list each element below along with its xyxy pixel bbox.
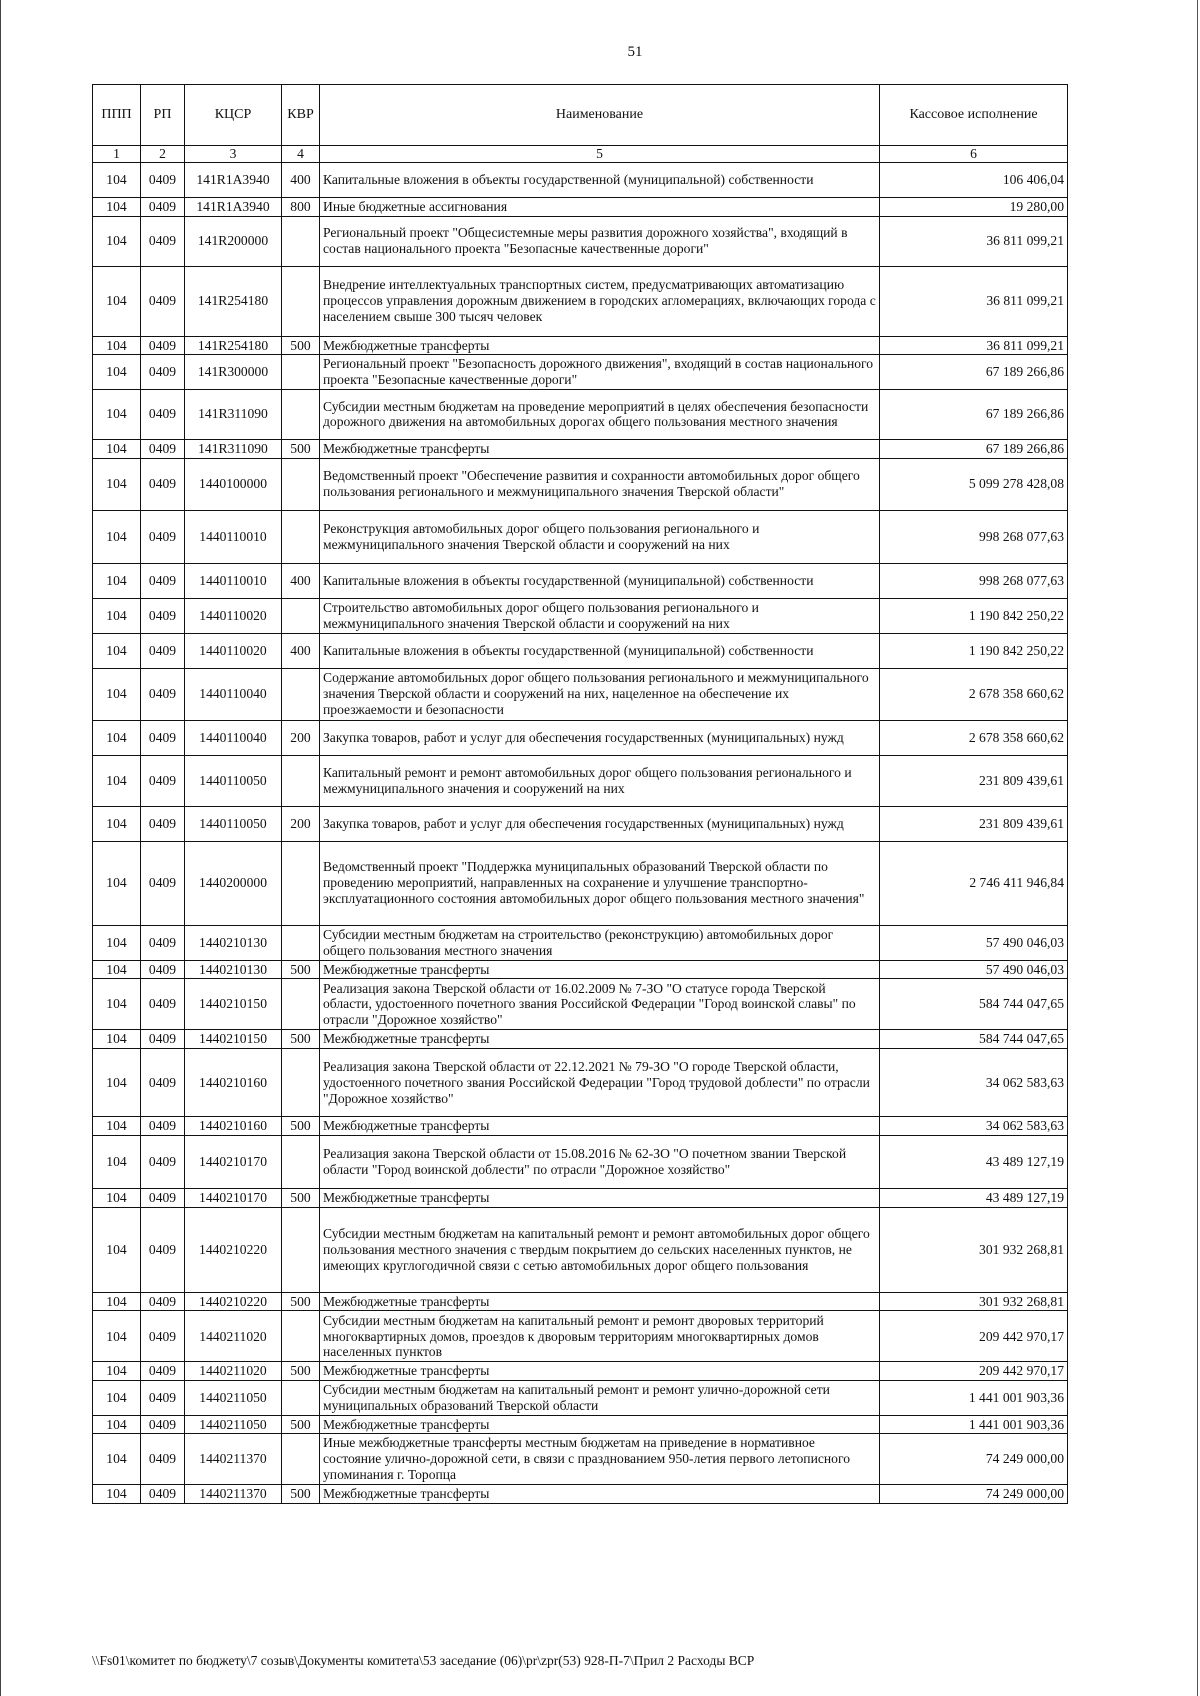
cell-rp: 0409 xyxy=(141,755,185,806)
cell-name: Реализация закона Тверской области от 22.12.2021 № 79-ЗО "О городе Тверской области, удостоенного почетного звания Российской Федерации "Город трудовой доблести" по отрасли "Дорожное хозяйство" xyxy=(320,1049,880,1117)
cell-kcsr: 1440110050 xyxy=(185,806,282,841)
cell-rp: 0409 xyxy=(141,633,185,668)
cell-rp: 0409 xyxy=(141,216,185,266)
cell-kcsr: 1440210130 xyxy=(185,960,282,979)
cell-ppp: 104 xyxy=(93,979,141,1030)
table-row xyxy=(93,510,1068,563)
cell-amount: 43 489 127,19 xyxy=(880,1135,1068,1188)
cell-kvr xyxy=(282,668,320,720)
cell-amount: 43 489 127,19 xyxy=(880,1188,1068,1207)
cell-kcsr: 1440200000 xyxy=(185,841,282,925)
cell-amount: 584 744 047,65 xyxy=(880,1030,1068,1049)
cell-name: Закупка товаров, работ и услуг для обеспечения государственных (муниципальных) нужд xyxy=(320,720,880,755)
cell-kcsr: 1440211050 xyxy=(185,1415,282,1434)
cell-amount: 231 809 439,61 xyxy=(880,806,1068,841)
cell-amount: 74 249 000,00 xyxy=(880,1434,1068,1484)
cell-amount: 2 678 358 660,62 xyxy=(880,668,1068,720)
cell-kvr: 500 xyxy=(282,336,320,355)
cell-kcsr: 1440210160 xyxy=(185,1117,282,1136)
cell-kvr xyxy=(282,1434,320,1484)
cell-kcsr: 1440210150 xyxy=(185,979,282,1030)
cell-kvr: 200 xyxy=(282,720,320,755)
cell-ppp: 104 xyxy=(93,389,141,439)
cell-amount: 36 811 099,21 xyxy=(880,266,1068,336)
cell-kcsr: 1440211020 xyxy=(185,1311,282,1362)
cell-rp: 0409 xyxy=(141,598,185,633)
cell-name: Межбюджетные трансферты xyxy=(320,336,880,355)
cell-amount: 1 190 842 250,22 xyxy=(880,633,1068,668)
cell-ppp: 104 xyxy=(93,563,141,598)
cell-kvr: 400 xyxy=(282,633,320,668)
page-edge-right xyxy=(1197,0,1198,1696)
cell-name: Региональный проект "Общесистемные меры развития дорожного хозяйства", входящий в состав национального проекта "Безопасные качественные дороги" xyxy=(320,216,880,266)
cell-name: Капитальные вложения в объекты государственной (муниципальной) собственности xyxy=(320,162,880,197)
cell-kcsr: 1440100000 xyxy=(185,458,282,510)
column-number: 6 xyxy=(880,146,1068,163)
cell-name: Капитальные вложения в объекты государственной (муниципальной) собственности xyxy=(320,563,880,598)
cell-amount: 1 441 001 903,36 xyxy=(880,1415,1068,1434)
column-header-name: Наименование xyxy=(320,85,880,146)
table-row xyxy=(93,720,1068,755)
cell-kvr xyxy=(282,598,320,633)
cell-kcsr: 1440210170 xyxy=(185,1188,282,1207)
table-row xyxy=(93,1381,1068,1416)
cell-kvr: 400 xyxy=(282,563,320,598)
table-row xyxy=(93,1362,1068,1381)
cell-ppp: 104 xyxy=(93,216,141,266)
cell-kcsr: 1440211370 xyxy=(185,1484,282,1503)
cell-amount: 1 441 001 903,36 xyxy=(880,1381,1068,1416)
cell-rp: 0409 xyxy=(141,266,185,336)
cell-rp: 0409 xyxy=(141,1135,185,1188)
cell-ppp: 104 xyxy=(93,1311,141,1362)
cell-kvr xyxy=(282,389,320,439)
table-row xyxy=(93,1484,1068,1503)
cell-rp: 0409 xyxy=(141,1049,185,1117)
cell-amount: 5 099 278 428,08 xyxy=(880,458,1068,510)
cell-rp: 0409 xyxy=(141,458,185,510)
cell-rp: 0409 xyxy=(141,1117,185,1136)
table-row xyxy=(93,1311,1068,1362)
cell-kcsr: 1440210160 xyxy=(185,1049,282,1117)
cell-rp: 0409 xyxy=(141,510,185,563)
cell-kvr: 500 xyxy=(282,1188,320,1207)
cell-name: Ведомственный проект "Обеспечение развития и сохранности автомобильных дорог общего пользования регионального и межмуниципального значения Тверской области" xyxy=(320,458,880,510)
cell-ppp: 104 xyxy=(93,1030,141,1049)
cell-kcsr: 1440110010 xyxy=(185,563,282,598)
cell-ppp: 104 xyxy=(93,633,141,668)
cell-rp: 0409 xyxy=(141,355,185,390)
table-row xyxy=(93,389,1068,439)
cell-name: Межбюджетные трансферты xyxy=(320,1415,880,1434)
cell-amount: 34 062 583,63 xyxy=(880,1049,1068,1117)
table-row xyxy=(93,755,1068,806)
cell-ppp: 104 xyxy=(93,598,141,633)
column-number: 2 xyxy=(141,146,185,163)
column-header-ppp: ППП xyxy=(93,85,141,146)
table-row xyxy=(93,1049,1068,1117)
cell-kcsr: 141R1A3940 xyxy=(185,162,282,197)
cell-name: Межбюджетные трансферты xyxy=(320,1484,880,1503)
cell-kcsr: 1440210130 xyxy=(185,925,282,960)
cell-name: Реконструкция автомобильных дорог общего пользования регионального и межмуниципального значения Тверской области и сооружений на них xyxy=(320,510,880,563)
cell-rp: 0409 xyxy=(141,1311,185,1362)
cell-kcsr: 1440110050 xyxy=(185,755,282,806)
cell-rp: 0409 xyxy=(141,668,185,720)
cell-kvr xyxy=(282,1207,320,1292)
cell-kvr xyxy=(282,266,320,336)
cell-kvr xyxy=(282,510,320,563)
header-row xyxy=(93,85,1068,146)
cell-ppp: 104 xyxy=(93,806,141,841)
cell-rp: 0409 xyxy=(141,197,185,216)
cell-ppp: 104 xyxy=(93,1362,141,1381)
cell-name: Содержание автомобильных дорог общего пользования регионального и межмуниципального значения Тверской области и сооружений на них, нацеленное на обеспечение их проезжаемости и безопасности xyxy=(320,668,880,720)
table-row xyxy=(93,197,1068,216)
cell-name: Межбюджетные трансферты xyxy=(320,1188,880,1207)
cell-kvr: 400 xyxy=(282,162,320,197)
cell-ppp: 104 xyxy=(93,668,141,720)
cell-ppp: 104 xyxy=(93,755,141,806)
cell-kcsr: 1440210170 xyxy=(185,1135,282,1188)
cell-rp: 0409 xyxy=(141,1030,185,1049)
budget-expenditure-table xyxy=(92,84,1068,1504)
cell-amount: 36 811 099,21 xyxy=(880,336,1068,355)
cell-amount: 67 189 266,86 xyxy=(880,439,1068,458)
column-number: 3 xyxy=(185,146,282,163)
column-number: 4 xyxy=(282,146,320,163)
cell-rp: 0409 xyxy=(141,563,185,598)
cell-amount: 57 490 046,03 xyxy=(880,960,1068,979)
cell-name: Региональный проект "Безопасность дорожного движения", входящий в состав национального проекта "Безопасные качественные дороги" xyxy=(320,355,880,390)
cell-amount: 1 190 842 250,22 xyxy=(880,598,1068,633)
table-row xyxy=(93,1030,1068,1049)
cell-ppp: 104 xyxy=(93,336,141,355)
table-row xyxy=(93,563,1068,598)
cell-kcsr: 1440210220 xyxy=(185,1292,282,1311)
column-header-rp: РП xyxy=(141,85,185,146)
cell-kcsr: 1440110020 xyxy=(185,633,282,668)
cell-name: Ведомственный проект "Поддержка муниципальных образований Тверской области по проведению мероприятий, направленных на сохранение и улучшение транспортно-эксплуатационного состояния автомобильных дорог общего пользования местного значения" xyxy=(320,841,880,925)
cell-kcsr: 1440210220 xyxy=(185,1207,282,1292)
table-row xyxy=(93,960,1068,979)
cell-rp: 0409 xyxy=(141,1484,185,1503)
cell-ppp: 104 xyxy=(93,1188,141,1207)
cell-amount: 209 442 970,17 xyxy=(880,1311,1068,1362)
cell-name: Реализация закона Тверской области от 16.02.2009 № 7-ЗО "О статусе города Тверской области, удостоенного почетного звания Российской Федерации "Город воинской славы" по отрасли "Дорожное хозяйство" xyxy=(320,979,880,1030)
cell-name: Строительство автомобильных дорог общего пользования регионального и межмуниципального значения Тверской области и сооружений на них xyxy=(320,598,880,633)
cell-amount: 36 811 099,21 xyxy=(880,216,1068,266)
cell-kcsr: 141R311090 xyxy=(185,389,282,439)
cell-kvr xyxy=(282,458,320,510)
cell-kvr: 500 xyxy=(282,1292,320,1311)
cell-kcsr: 1440110010 xyxy=(185,510,282,563)
cell-name: Межбюджетные трансферты xyxy=(320,439,880,458)
column-number: 5 xyxy=(320,146,880,163)
table-row xyxy=(93,336,1068,355)
column-number-row xyxy=(93,146,1068,163)
cell-rp: 0409 xyxy=(141,979,185,1030)
cell-rp: 0409 xyxy=(141,1434,185,1484)
cell-kcsr: 1440110040 xyxy=(185,720,282,755)
table-row xyxy=(93,1117,1068,1136)
cell-rp: 0409 xyxy=(141,1381,185,1416)
cell-amount: 209 442 970,17 xyxy=(880,1362,1068,1381)
cell-kcsr: 141R200000 xyxy=(185,216,282,266)
cell-kvr: 200 xyxy=(282,806,320,841)
cell-kvr xyxy=(282,1381,320,1416)
cell-ppp: 104 xyxy=(93,925,141,960)
cell-amount: 2 678 358 660,62 xyxy=(880,720,1068,755)
cell-ppp: 104 xyxy=(93,720,141,755)
cell-name: Субсидии местным бюджетам на капитальный ремонт и ремонт улично-дорожной сети муниципальных образований Тверской области xyxy=(320,1381,880,1416)
cell-kcsr: 1440211370 xyxy=(185,1434,282,1484)
column-header-amount: Кассовое исполнение xyxy=(880,85,1068,146)
footer-file-path: \\Fs01\комитет по бюджету\7 созыв\Документы комитета\53 заседание (06)\pr\zpr(53) 928-П-7\Прил 2 Расходы ВСР xyxy=(92,1653,755,1668)
cell-name: Капитальные вложения в объекты государственной (муниципальной) собственности xyxy=(320,633,880,668)
cell-ppp: 104 xyxy=(93,1207,141,1292)
cell-rp: 0409 xyxy=(141,1362,185,1381)
cell-ppp: 104 xyxy=(93,1117,141,1136)
cell-kvr: 500 xyxy=(282,1484,320,1503)
cell-kvr: 500 xyxy=(282,1362,320,1381)
cell-rp: 0409 xyxy=(141,1415,185,1434)
cell-ppp: 104 xyxy=(93,1049,141,1117)
cell-name: Внедрение интеллектуальных транспортных систем, предусматривающих автоматизацию процессов управления дорожным движением в городских агломерациях, включающих города с населением свыше 300 тысяч человек xyxy=(320,266,880,336)
cell-kcsr: 141R300000 xyxy=(185,355,282,390)
table-row xyxy=(93,979,1068,1030)
cell-rp: 0409 xyxy=(141,336,185,355)
cell-kvr xyxy=(282,979,320,1030)
cell-kvr xyxy=(282,925,320,960)
cell-ppp: 104 xyxy=(93,841,141,925)
cell-rp: 0409 xyxy=(141,925,185,960)
cell-name: Иные бюджетные ассигнования xyxy=(320,197,880,216)
cell-ppp: 104 xyxy=(93,355,141,390)
table-row xyxy=(93,598,1068,633)
cell-kvr: 500 xyxy=(282,1030,320,1049)
cell-rp: 0409 xyxy=(141,162,185,197)
table-row xyxy=(93,458,1068,510)
table-row xyxy=(93,1135,1068,1188)
cell-amount: 231 809 439,61 xyxy=(880,755,1068,806)
cell-name: Субсидии местным бюджетам на строительство (реконструкцию) автомобильных дорог общего пользования местного значения xyxy=(320,925,880,960)
cell-kcsr: 141R254180 xyxy=(185,336,282,355)
cell-kcsr: 1440210150 xyxy=(185,1030,282,1049)
cell-kcsr: 1440211020 xyxy=(185,1362,282,1381)
cell-kvr xyxy=(282,355,320,390)
cell-amount: 106 406,04 xyxy=(880,162,1068,197)
cell-rp: 0409 xyxy=(141,1188,185,1207)
cell-kvr xyxy=(282,1311,320,1362)
cell-kvr xyxy=(282,1135,320,1188)
cell-ppp: 104 xyxy=(93,162,141,197)
cell-ppp: 104 xyxy=(93,1292,141,1311)
cell-name: Капитальный ремонт и ремонт автомобильных дорог общего пользования регионального и межмуниципального значения и сооружений на них xyxy=(320,755,880,806)
table-row xyxy=(93,1292,1068,1311)
column-number: 1 xyxy=(93,146,141,163)
table-row xyxy=(93,162,1068,197)
cell-amount: 67 189 266,86 xyxy=(880,389,1068,439)
table-row xyxy=(93,668,1068,720)
cell-ppp: 104 xyxy=(93,510,141,563)
column-header-kcsr: КЦСР xyxy=(185,85,282,146)
cell-kcsr: 141R1A3940 xyxy=(185,197,282,216)
cell-amount: 998 268 077,63 xyxy=(880,510,1068,563)
cell-rp: 0409 xyxy=(141,439,185,458)
cell-kvr xyxy=(282,1049,320,1117)
table-row xyxy=(93,841,1068,925)
cell-ppp: 104 xyxy=(93,266,141,336)
cell-ppp: 104 xyxy=(93,458,141,510)
cell-name: Субсидии местным бюджетам на капитальный ремонт и ремонт дворовых территорий многоквартирных домов, проездов к дворовым территориям многоквартирных домов населенных пунктов xyxy=(320,1311,880,1362)
page-edge-left xyxy=(0,0,1,1696)
cell-kvr xyxy=(282,216,320,266)
cell-rp: 0409 xyxy=(141,841,185,925)
cell-amount: 34 062 583,63 xyxy=(880,1117,1068,1136)
table-row xyxy=(93,1188,1068,1207)
cell-ppp: 104 xyxy=(93,1381,141,1416)
cell-ppp: 104 xyxy=(93,1484,141,1503)
table-body xyxy=(93,162,1068,1503)
cell-amount: 67 189 266,86 xyxy=(880,355,1068,390)
cell-kcsr: 1440110020 xyxy=(185,598,282,633)
cell-amount: 301 932 268,81 xyxy=(880,1207,1068,1292)
cell-kvr: 500 xyxy=(282,1117,320,1136)
cell-amount: 74 249 000,00 xyxy=(880,1484,1068,1503)
cell-kvr: 800 xyxy=(282,197,320,216)
cell-name: Межбюджетные трансферты xyxy=(320,1030,880,1049)
table-row xyxy=(93,1434,1068,1484)
table-row xyxy=(93,925,1068,960)
cell-rp: 0409 xyxy=(141,806,185,841)
cell-ppp: 104 xyxy=(93,960,141,979)
cell-name: Межбюджетные трансферты xyxy=(320,960,880,979)
cell-name: Закупка товаров, работ и услуг для обеспечения государственных (муниципальных) нужд xyxy=(320,806,880,841)
cell-kcsr: 1440110040 xyxy=(185,668,282,720)
page-number: 51 xyxy=(627,44,643,60)
cell-rp: 0409 xyxy=(141,960,185,979)
cell-kcsr: 141R311090 xyxy=(185,439,282,458)
cell-ppp: 104 xyxy=(93,1135,141,1188)
cell-rp: 0409 xyxy=(141,389,185,439)
table-row xyxy=(93,439,1068,458)
cell-name: Межбюджетные трансферты xyxy=(320,1292,880,1311)
column-header-kvr: КВР xyxy=(282,85,320,146)
cell-kvr xyxy=(282,755,320,806)
cell-kvr: 500 xyxy=(282,1415,320,1434)
cell-amount: 584 744 047,65 xyxy=(880,979,1068,1030)
table-row xyxy=(93,266,1068,336)
table-row xyxy=(93,633,1068,668)
cell-ppp: 104 xyxy=(93,1415,141,1434)
cell-amount: 998 268 077,63 xyxy=(880,563,1068,598)
cell-rp: 0409 xyxy=(141,1207,185,1292)
cell-ppp: 104 xyxy=(93,1434,141,1484)
cell-name: Субсидии местным бюджетам на проведение мероприятий в целях обеспечения безопасности дорожного движения на автомобильных дорогах общего пользования местного значения xyxy=(320,389,880,439)
cell-rp: 0409 xyxy=(141,1292,185,1311)
cell-amount: 2 746 411 946,84 xyxy=(880,841,1068,925)
cell-name: Субсидии местным бюджетам на капитальный ремонт и ремонт автомобильных дорог общего пользования местного значения с твердым покрытием до сельских населенных пунктов, не имеющих круглогодичной связи с сетью автомобильных дорог общего пользования xyxy=(320,1207,880,1292)
table-row xyxy=(93,1415,1068,1434)
table-row xyxy=(93,355,1068,390)
cell-name: Межбюджетные трансферты xyxy=(320,1117,880,1136)
cell-name: Реализация закона Тверской области от 15.08.2016 № 62-ЗО "О почетном звании Тверской области "Город воинской доблести" по отрасли "Дорожное хозяйство" xyxy=(320,1135,880,1188)
cell-amount: 19 280,00 xyxy=(880,197,1068,216)
table-row xyxy=(93,216,1068,266)
cell-kvr xyxy=(282,841,320,925)
cell-amount: 57 490 046,03 xyxy=(880,925,1068,960)
table-row xyxy=(93,806,1068,841)
cell-ppp: 104 xyxy=(93,439,141,458)
cell-kvr: 500 xyxy=(282,960,320,979)
cell-kvr: 500 xyxy=(282,439,320,458)
cell-name: Межбюджетные трансферты xyxy=(320,1362,880,1381)
cell-ppp: 104 xyxy=(93,197,141,216)
cell-name: Иные межбюджетные трансферты местным бюджетам на приведение в нормативное состояние улично-дорожной сети, в связи с празднованием 950-летия первого летописного упоминания г. Торопца xyxy=(320,1434,880,1484)
cell-amount: 301 932 268,81 xyxy=(880,1292,1068,1311)
cell-kcsr: 141R254180 xyxy=(185,266,282,336)
cell-rp: 0409 xyxy=(141,720,185,755)
table-row xyxy=(93,1207,1068,1292)
cell-kcsr: 1440211050 xyxy=(185,1381,282,1416)
